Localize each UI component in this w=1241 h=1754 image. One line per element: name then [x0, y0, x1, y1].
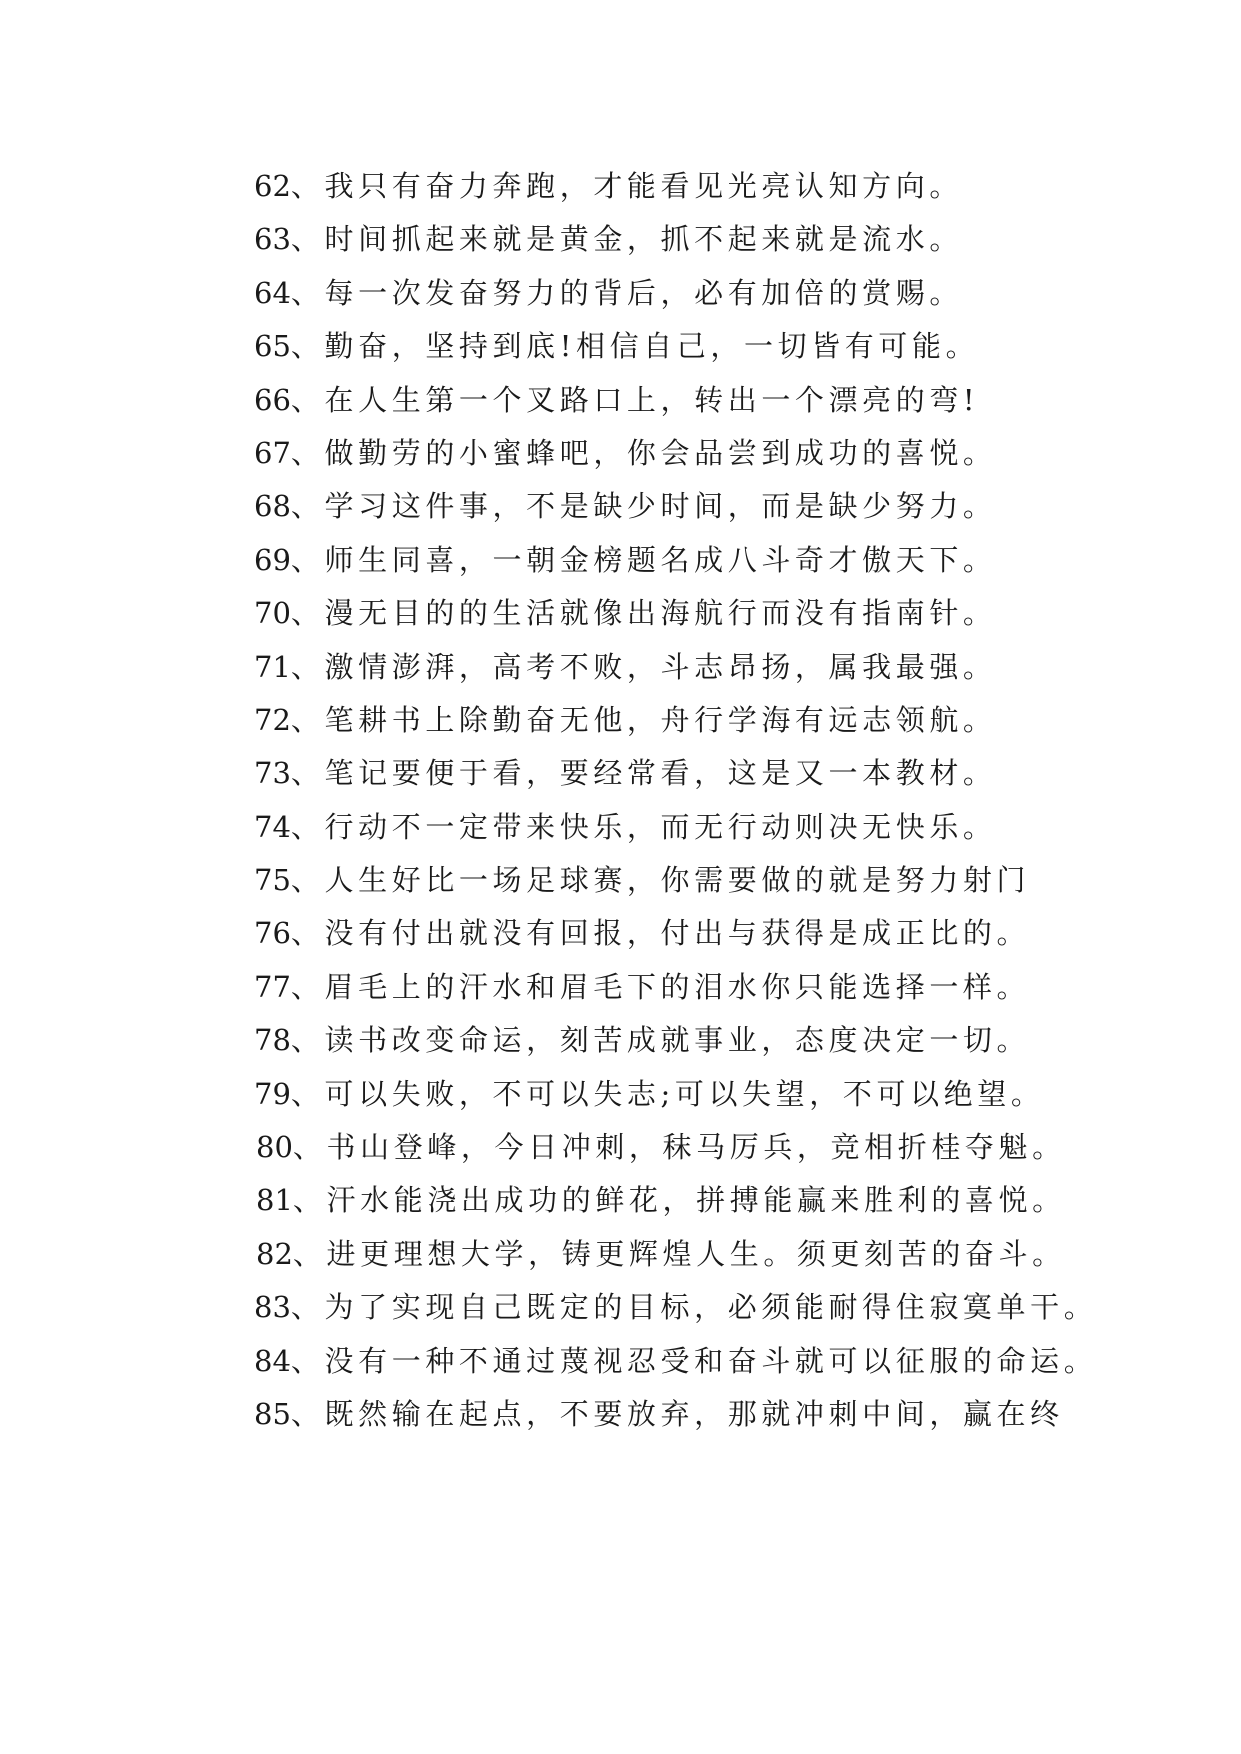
quote-text: 没有付出就没有回报，付出与获得是成正比的。: [324, 916, 1031, 951]
quote-number: 67: [254, 435, 291, 470]
quote-line: [254, 801, 1094, 854]
quote-text: 眉毛上的汗水和眉毛下的泪水你只能选择一样。: [324, 969, 1031, 1004]
quote-line: [254, 1335, 1098, 1388]
quote-separator: 、: [290, 382, 325, 417]
quote-text: 激情澎湃，高考不败，斗志昂扬，属我最强。: [324, 649, 997, 684]
quote-text: 既然输在起点，不要放弃，那就冲刺中间，赢在终: [324, 1396, 1064, 1431]
quote-line: [254, 641, 1094, 694]
quote-number: 77: [254, 969, 291, 1004]
quote-number: 82: [256, 1236, 293, 1271]
quote-number: 80: [256, 1130, 293, 1165]
quote-text: 每一次发奋努力的背后，必有加倍的赏赐。: [324, 275, 963, 310]
quote-separator: 、: [290, 542, 325, 577]
quote-text: 可以失败，不可以失志;可以失望，不可以绝望。: [324, 1076, 1045, 1111]
quote-number: 65: [254, 329, 291, 364]
quote-number: 78: [254, 1023, 291, 1058]
quote-number: 68: [254, 489, 291, 524]
quote-separator: 、: [290, 489, 325, 524]
quote-separator: 、: [290, 1076, 325, 1111]
quote-line: [254, 1388, 1094, 1441]
quote-text: 做勤劳的小蜜蜂吧，你会品尝到成功的喜悦。: [324, 435, 997, 470]
quote-text: 我只有奋力奔跑，才能看见光亮认知方向。: [324, 169, 963, 203]
quote-line: [254, 213, 1094, 266]
quote-separator: 、: [292, 1130, 327, 1165]
quote-number: 76: [254, 916, 291, 951]
quote-number: 71: [254, 649, 291, 684]
quote-line: [254, 160, 1094, 213]
quote-text: 师生同喜，一朝金榜题名成八斗奇才傲天下。: [324, 542, 997, 577]
quote-number: 63: [254, 222, 291, 257]
quote-number: 69: [254, 542, 291, 577]
quote-list: [254, 160, 1098, 1441]
quote-separator: 、: [290, 969, 325, 1004]
quote-separator: 、: [290, 756, 325, 791]
quote-separator: 、: [290, 222, 325, 257]
quote-line: [254, 267, 1094, 320]
quote-line: [254, 1281, 1098, 1334]
quote-text: 人生好比一场足球赛，你需要做的就是努力射门: [324, 863, 1031, 898]
quote-number: 72: [254, 702, 291, 737]
quote-separator: 、: [290, 702, 325, 737]
quote-separator: 、: [290, 435, 325, 470]
quote-separator: 、: [290, 916, 325, 951]
quote-line: [254, 907, 1094, 960]
quote-line: [254, 1174, 1094, 1227]
quote-line: [254, 854, 1094, 907]
quote-text: 笔耕书上除勤奋无他，舟行学海有远志领航。: [324, 702, 997, 737]
quote-line: [254, 427, 1094, 480]
quote-text: 为了实现自己既定的目标，必须能耐得住寂寞单干。: [324, 1290, 1098, 1325]
quote-line: [254, 480, 1094, 533]
quote-number: 74: [254, 809, 291, 844]
quote-number: 81: [256, 1183, 293, 1218]
quote-text: 在人生第一个叉路口上，转出一个漂亮的弯!: [324, 382, 980, 417]
quote-text: 汗水能浇出成功的鲜花，拼搏能赢来胜利的喜悦。: [326, 1183, 1066, 1218]
quote-line: [254, 1228, 1094, 1281]
quote-number: 73: [254, 756, 291, 791]
quote-separator: 、: [290, 863, 325, 898]
quote-text: 读书改变命运，刻苦成就事业，态度决定一切。: [324, 1023, 1031, 1058]
quote-text: 书山登峰，今日冲刺，秣马厉兵，竞相折桂夺魁。: [326, 1130, 1066, 1165]
quote-separator: 、: [290, 809, 325, 844]
quote-number: 62: [254, 169, 291, 203]
quote-text: 勤奋，坚持到底!相信自己，一切皆有可能。: [324, 329, 980, 364]
quote-text: 漫无目的的生活就像出海航行而没有指南针。: [324, 596, 997, 631]
quote-text: 笔记要便于看，要经常看，这是又一本教材。: [324, 756, 997, 791]
quote-line: [254, 1121, 1094, 1174]
quote-separator: 、: [290, 1343, 325, 1378]
quote-separator: 、: [290, 329, 325, 364]
quote-number: 85: [254, 1396, 291, 1431]
quote-line: [254, 534, 1094, 587]
quote-number: 79: [254, 1076, 291, 1111]
quote-number: 75: [254, 863, 291, 898]
quote-line: [254, 1068, 1094, 1121]
quote-text: 没有一种不通过蔑视忍受和奋斗就可以征服的命运。: [324, 1343, 1098, 1378]
quote-number: 70: [254, 596, 291, 631]
quote-separator: 、: [290, 596, 325, 631]
quote-text: 时间抓起来就是黄金，抓不起来就是流水。: [324, 222, 963, 257]
quote-line: [254, 374, 1094, 427]
quote-line: [254, 1014, 1094, 1067]
quote-number: 66: [254, 382, 291, 417]
quote-separator: 、: [290, 275, 325, 310]
quote-line: [254, 694, 1094, 747]
quote-separator: 、: [292, 1236, 327, 1271]
quote-line: [254, 747, 1094, 800]
quote-number: 64: [254, 275, 291, 310]
quote-line: [254, 961, 1094, 1014]
quote-text: 进更理想大学，铸更辉煌人生。须更刻苦的奋斗。: [326, 1236, 1066, 1271]
quote-separator: 、: [292, 1183, 327, 1218]
quote-line: [254, 320, 1094, 373]
quote-separator: 、: [290, 1023, 325, 1058]
quote-separator: 、: [290, 1290, 325, 1325]
quote-number: 83: [254, 1290, 291, 1325]
quote-line: [254, 587, 1094, 640]
quote-text: 行动不一定带来快乐，而无行动则决无快乐。: [324, 809, 997, 844]
quote-separator: 、: [290, 169, 325, 203]
quote-number: 84: [254, 1343, 291, 1378]
quote-text: 学习这件事，不是缺少时间，而是缺少努力。: [324, 489, 997, 524]
quote-separator: 、: [290, 649, 325, 684]
quote-separator: 、: [290, 1396, 325, 1431]
